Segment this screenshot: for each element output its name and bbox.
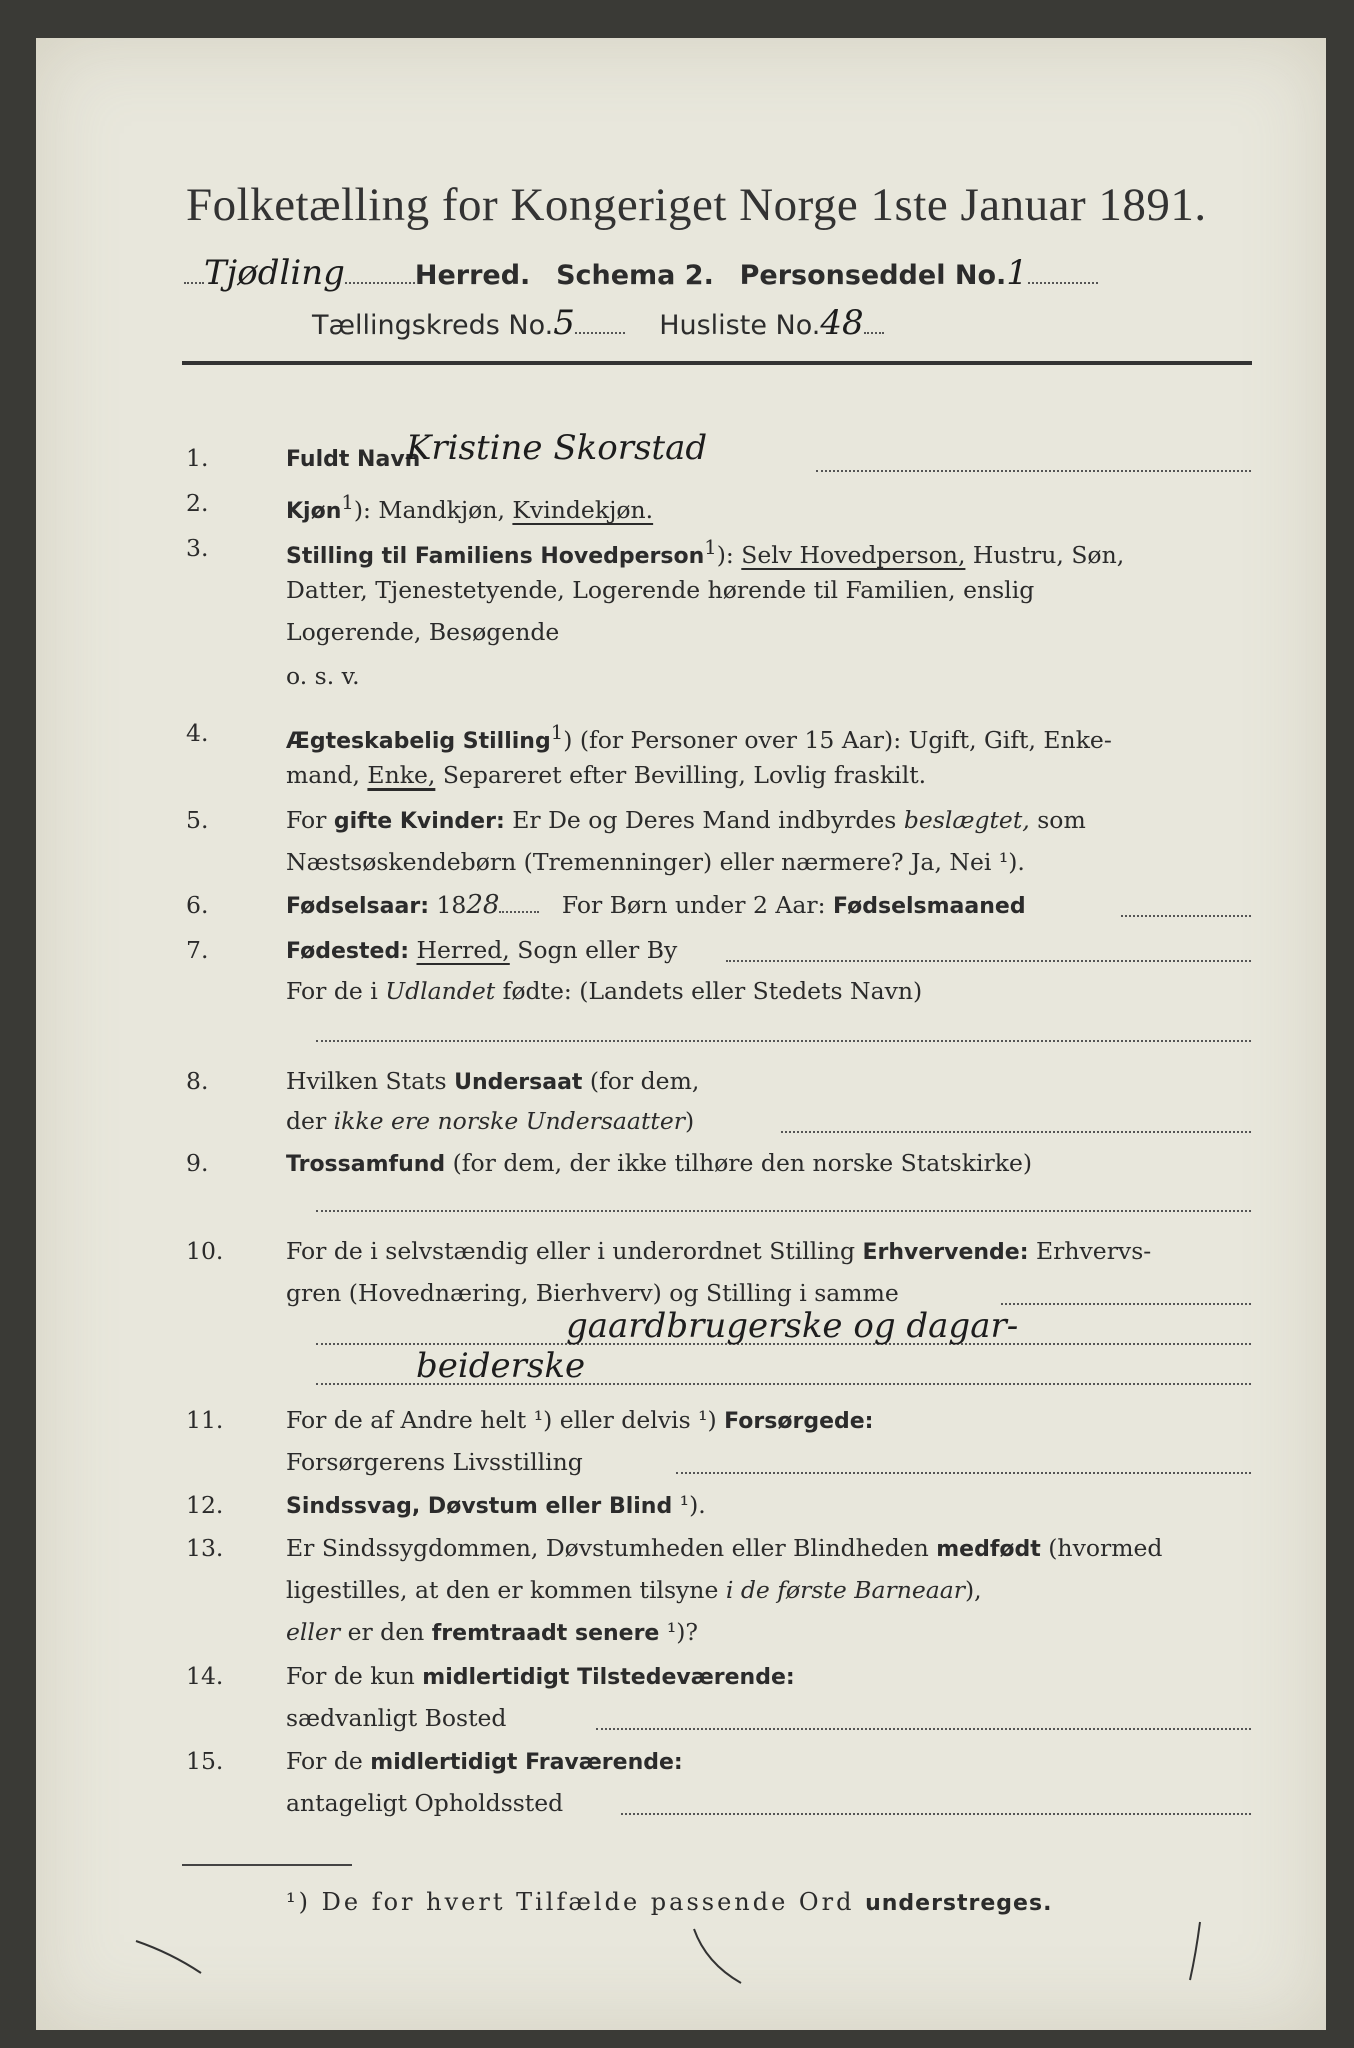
- item-text: Separeret efter Bevilling, Lovlig fraskilt.: [435, 761, 927, 789]
- item-number: 4.: [186, 719, 209, 747]
- item-number: 6.: [186, 891, 209, 919]
- item-text: For de af Andre helt ¹) eller delvis ¹): [286, 1406, 725, 1434]
- footnote-ref: 1: [704, 536, 717, 559]
- leader-dots: [1121, 915, 1251, 917]
- item-3-line3: Logerende, Besøgende: [286, 618, 560, 646]
- item-label: Fuldt Navn: [286, 447, 421, 472]
- item-text: For de i selvstændig eller i underordnet Stilling: [286, 1237, 863, 1265]
- leader-dots: [676, 1472, 1251, 1474]
- underlined-choice: Kvindekjøn.: [512, 495, 654, 524]
- husliste-label: Husliste No.: [659, 310, 821, 341]
- item-text: er den: [340, 1618, 432, 1646]
- occupation-value-line1: gaardbrugerske og dagar-: [566, 1306, 1019, 1346]
- footnote-ref: 1: [341, 491, 354, 514]
- occupation-value-line2: beiderske: [416, 1346, 586, 1386]
- item-15-line2: antageligt Opholdssted: [286, 1789, 564, 1817]
- leader-dots: [726, 960, 1251, 962]
- footnote-ref: 1: [550, 721, 564, 744]
- leader-dots: [621, 1813, 1251, 1815]
- item-text: For de kun: [286, 1662, 423, 1690]
- item-label: Stilling til Familiens Hovedperson: [286, 543, 705, 569]
- item-text: For: [286, 806, 334, 834]
- leader-dots: [816, 470, 1251, 472]
- item-text: som: [1029, 806, 1086, 834]
- item-text: For de: [286, 1747, 371, 1775]
- item-label: Fødselsmaaned: [832, 894, 1026, 919]
- item-label: Erhvervende:: [862, 1240, 1029, 1265]
- item-number: 12.: [186, 1491, 224, 1519]
- herred-label: Herred.: [414, 260, 531, 291]
- item-text: ),: [965, 1576, 982, 1604]
- item-3-line4: o. s. v.: [286, 662, 360, 690]
- item-5-line2: Næstsøskendebørn (Tremenninger) eller nærmere? Ja, Nei ¹).: [286, 848, 1025, 876]
- item-label: Fødselsaar:: [286, 894, 429, 919]
- form-title: Folketælling for Kongeriget Norge 1ste Januar 1891.: [186, 179, 1207, 231]
- item-text-italic: Udlandet: [385, 977, 496, 1005]
- husliste-value: 48: [820, 303, 864, 343]
- item-label: gifte Kvinder:: [333, 809, 505, 834]
- header-rule: [182, 361, 1252, 365]
- herred-line: [184, 253, 1098, 293]
- item-text: Hvilken Stats: [286, 1067, 455, 1095]
- footnote: [286, 1888, 1052, 1916]
- footnote-mark: ¹): [286, 1888, 311, 1916]
- item-label: Kjøn: [286, 498, 342, 524]
- pencil-mark: [686, 1923, 756, 1993]
- item-8-line2: [286, 1106, 694, 1136]
- underlined-choice: Herred,: [416, 936, 510, 964]
- item-3-line2: Datter, Tjenestetyende, Logerende hørende til Familien, enslig: [286, 576, 1035, 604]
- item-number: 11.: [186, 1406, 224, 1434]
- leader-dots: [781, 1131, 1251, 1133]
- item-text: der: [286, 1107, 334, 1135]
- item-text: ): [684, 1107, 695, 1135]
- footnote-text: De for hvert Tilfælde passende Ord: [321, 1888, 866, 1916]
- item-number: 9.: [186, 1149, 209, 1177]
- item-label: Trossamfund: [286, 1152, 446, 1177]
- pencil-mark: [1176, 1918, 1216, 1988]
- census-form-sheet: [36, 38, 1326, 2030]
- item-text-italic: ikke ere norske Undersaatter: [333, 1107, 685, 1135]
- leader-dots: [316, 1210, 1251, 1212]
- item-10-line2: gren (Hovednæring, Bierhverv) og Stilling i samme: [286, 1279, 899, 1307]
- item-text: 18: [429, 891, 467, 919]
- item-text: Er De og Deres Mand indbyrdes: [504, 806, 904, 834]
- item-text: For de i: [286, 977, 386, 1005]
- item-text-italic: beslægtet,: [903, 806, 1030, 834]
- item-11-line2: Forsørgerens Livsstilling: [286, 1448, 583, 1476]
- kreds-label: Tællingskreds No.: [312, 310, 554, 341]
- item-text: (for dem, der ikke tilhøre den norske Statskirke): [445, 1149, 1033, 1177]
- underlined-choice: Selv Hovedperson,: [741, 540, 966, 569]
- item-13-line2: [286, 1575, 982, 1605]
- full-name-value: Kristine Skorstad: [406, 428, 708, 468]
- item-text: ):: [716, 540, 742, 569]
- item-text: ligestilles, at den er kommen tilsyne: [286, 1576, 726, 1604]
- pencil-mark: [131, 1933, 221, 1983]
- item-number: 14.: [186, 1662, 224, 1690]
- personseddel-value: 1: [1006, 253, 1028, 293]
- item-number: 8.: [186, 1067, 209, 1095]
- item-number: 7.: [186, 936, 209, 964]
- item-label: Fødested:: [286, 939, 409, 964]
- item-text: For Børn under 2 Aar:: [561, 891, 833, 919]
- leader-dots: [316, 1040, 1251, 1042]
- item-text-italic: eller: [286, 1618, 341, 1646]
- item-number: 13.: [186, 1534, 224, 1562]
- item-14-line2: sædvanligt Bosted: [286, 1704, 507, 1732]
- item-label: midlertidigt Tilstedeværende:: [422, 1665, 795, 1690]
- item-number: 2.: [186, 489, 209, 517]
- item-text: mand,: [286, 761, 368, 789]
- item-number: 15.: [186, 1747, 224, 1775]
- item-label: Undersaat: [454, 1070, 583, 1095]
- birth-year-value: 28: [466, 890, 500, 920]
- item-text: ¹)?: [659, 1618, 699, 1646]
- personseddel-label: Personseddel No.: [739, 260, 1007, 291]
- item-4-line2: [286, 760, 926, 790]
- item-text: (for dem,: [582, 1067, 700, 1095]
- item-text-italic: i de første Barneaar: [725, 1576, 966, 1604]
- herred-value: Tjødling: [204, 253, 345, 293]
- item-text: Er Sindssygdommen, Døvstumheden eller Blindheden: [286, 1534, 937, 1562]
- item-number: 10.: [186, 1237, 224, 1265]
- item-number: 3.: [186, 534, 209, 562]
- item-label: Sindssvag, Døvstum eller Blind: [286, 1494, 673, 1519]
- item-label: fremtraadt senere: [431, 1621, 660, 1646]
- item-number: 5.: [186, 806, 209, 834]
- item-text: Erhvervs-: [1028, 1237, 1152, 1265]
- schema-label: Schema 2.: [556, 260, 714, 291]
- item-text: ¹).: [672, 1491, 706, 1519]
- underlined-choice: Enke,: [367, 761, 436, 789]
- item-text: ): Mandkjøn,: [353, 495, 513, 524]
- leader-dots: [1001, 1303, 1251, 1305]
- kreds-line: [312, 303, 884, 343]
- footnote-bold: understreges.: [865, 1891, 1053, 1916]
- kreds-value: 5: [553, 303, 575, 343]
- item-label: Ægteskabelig Stilling: [286, 728, 551, 754]
- item-label: midlertidigt Fraværende:: [370, 1750, 683, 1775]
- item-text: (hvormed: [1040, 1534, 1163, 1562]
- item-13-line3: [286, 1617, 698, 1649]
- leader-dots: [596, 1728, 1251, 1730]
- item-text: Sogn eller By: [509, 936, 678, 964]
- item-text: ) (for Personer over 15 Aar): Ugift, Gift, Enke-: [563, 725, 1112, 754]
- item-number: 1.: [186, 444, 209, 472]
- item-label: Forsørgede:: [724, 1409, 874, 1434]
- item-label: medfødt: [936, 1537, 1041, 1562]
- item-text: Hustru, Søn,: [965, 540, 1125, 569]
- item-text: fødte: (Landets eller Stedets Navn): [495, 977, 923, 1005]
- footnote-rule: [182, 1864, 352, 1866]
- item-7-line2: [286, 976, 922, 1006]
